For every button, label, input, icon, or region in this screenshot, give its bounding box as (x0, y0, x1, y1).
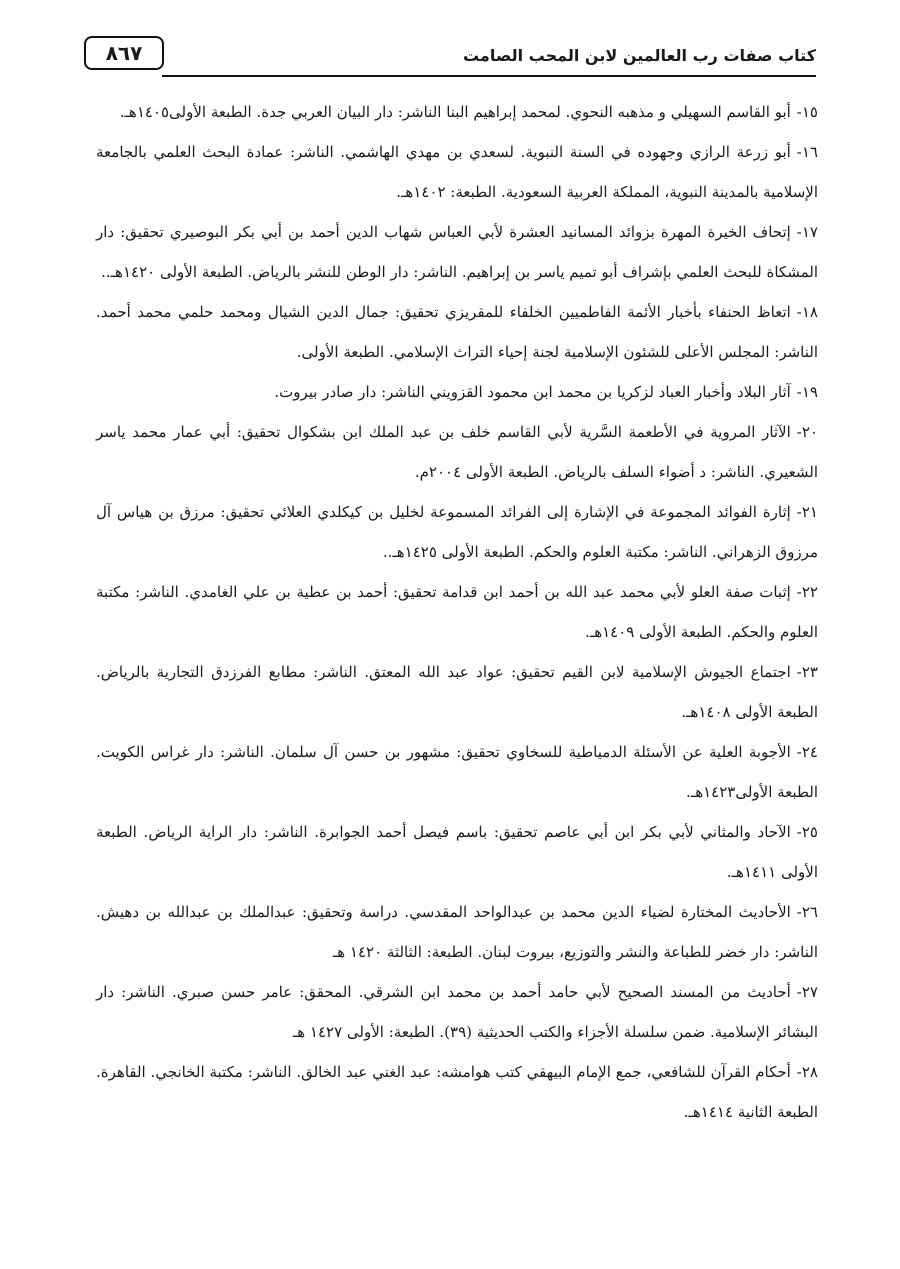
entry-text: آثار البلاد وأخبار العباد لزكريا بن محمد ابن محمود القزويني الناشر: دار صادر بيروت. (274, 383, 791, 401)
entry-text: إتحاف الخيرة المهرة بزوائد المسانيد العشرة لأبي العباس شهاب الدين أحمد بن أبي بكر البوصيري تحقيق: دار المشكاة للبحث العلمي بإشراف أبو تميم ياسر بن إبراهيم. الناشر: دار الوطن للنشر بالرياض. الطبعة الأولى ١٤٢٠هـ.. (96, 223, 818, 281)
header-rule (162, 75, 816, 77)
bibliography-entry (96, 572, 818, 652)
entry-number: ٢٢- (796, 583, 818, 601)
entry-text: أحاديث من المسند الصحيح لأبي حامد أحمد بن محمد ابن الشرقي. المحقق: عامر حسن صبري. الناشر: دار البشائر الإسلامية. ضمن سلسلة الأجزاء والكتب الحديثية (٣٩). الطبعة: الأولى ١٤٢٧ هـ (96, 983, 818, 1041)
entry-text: الأجوبة العلية عن الأسئلة الدمياطية للسخاوي تحقيق: مشهور بن حسن آل سلمان. الناشر: دار غراس الكويت. الطبعة الأولى١٤٢٣هـ. (96, 743, 818, 801)
entry-text: أحكام القرآن للشافعي، جمع الإمام البيهقي كتب هوامشه: عبد الغني عبد الخالق. الناشر: مكتبة الخانجي. القاهرة. الطبعة الثانية ١٤١٤هـ. (96, 1063, 818, 1121)
bibliography-entry (96, 412, 818, 492)
bibliography-entry (96, 812, 818, 892)
entry-number: ١٩- (796, 383, 818, 401)
bibliography-entry (96, 652, 818, 732)
entry-number: ٢١- (796, 503, 818, 521)
entry-number: ١٧- (796, 223, 818, 241)
entry-number: ١٨- (796, 303, 818, 321)
entry-number: ٢٨- (796, 1063, 818, 1081)
bibliography-entry (96, 972, 818, 1052)
bibliography-entry (96, 292, 818, 372)
entry-text: اجتماع الجيوش الإسلامية لابن القيم تحقيق: عواد عبد الله المعتق. الناشر: مطابع الفرزدق التجارية بالرياض. الطبعة الأولى ١٤٠٨هـ. (96, 663, 818, 721)
bibliography-entry (96, 732, 818, 812)
entry-text: الأحاديث المختارة لضياء الدين محمد بن عبدالواحد المقدسي. دراسة وتحقيق: عبدالملك بن عبدالله بن دهيش. الناشر: دار خضر للطباعة والنشر والتوزيع، بيروت لبنان. الطبعة: الثالثة ١٤٢٠ هـ (96, 903, 818, 961)
bibliography-entry (96, 92, 818, 132)
bibliography-entry (96, 492, 818, 572)
bibliography-list (96, 92, 818, 1132)
entry-text: الآحاد والمثاني لأبي بكر ابن أبي عاصم تحقيق: باسم فيصل أحمد الجوابرة. الناشر: دار الراية الرياض. الطبعة الأولى ١٤١١هـ. (96, 823, 818, 881)
bibliography-entry (96, 212, 818, 292)
entry-number: ٢٤- (796, 743, 818, 761)
page-header (84, 34, 816, 82)
book-title: كتاب صفات رب العالمين لابن المحب الصامت (462, 46, 816, 65)
entry-number: ١٦- (796, 143, 818, 161)
entry-text: أبو القاسم السهيلي و مذهبه النحوي. لمحمد إبراهيم البنا الناشر: دار البيان العربي جدة. الطبعة الأولى١٤٠٥هـ. (119, 103, 791, 121)
entry-text: أبو زرعة الرازي وجهوده في السنة النبوية. لسعدي بن مهدي الهاشمي. الناشر: عمادة البحث العلمي بالجامعة الإسلامية بالمدينة النبوية، المملكة العربية السعودية. الطبعة: ١٤٠٢هـ. (96, 143, 818, 201)
entry-number: ٢٦- (796, 903, 818, 921)
entry-text: اتعاظ الحنفاء بأخبار الأئمة الفاطميين الخلفاء للمقريزي تحقيق: جمال الدين الشيال ومحمد حلمي محمد أحمد. الناشر: المجلس الأعلى للشئون الإسلامية لجنة إحياء التراث الإسلامي. الطبعة الأولى. (96, 303, 818, 361)
entry-text: إثبات صفة العلو لأبي محمد عبد الله بن أحمد ابن قدامة تحقيق: أحمد بن عطية بن علي الغامدي. الناشر: مكتبة العلوم والحكم. الطبعة الأولى ١٤٠٩هـ. (96, 583, 818, 641)
bibliography-entry (96, 132, 818, 212)
entry-number: ٢٥- (796, 823, 818, 841)
entry-number: ٢٠- (796, 423, 818, 441)
bibliography-entry (96, 892, 818, 972)
entry-text: الآثار المروية في الأطعمة السَّرية لأبي القاسم خلف بن عبد الملك ابن بشكوال تحقيق: أبي عمار محمد ياسر الشعيري. الناشر: د أضواء السلف بالرياض. الطبعة الأولى ٢٠٠٤م. (96, 423, 818, 481)
entry-text: إثارة الفوائد المجموعة في الإشارة إلى الفرائد المسموعة لخليل بن كيكلدي العلائي تحقيق: مرزق بن هياس آل مرزوق الزهراني. الناشر: مكتبة العلوم والحكم. الطبعة الأولى ١٤٢٥هـ.. (96, 503, 818, 561)
bibliography-entry (96, 372, 818, 412)
page-number: ٨٦٧ (84, 36, 164, 70)
entry-number: ١٥- (796, 103, 818, 121)
entry-number: ٢٣- (796, 663, 818, 681)
entry-number: ٢٧- (796, 983, 818, 1001)
bibliography-entry (96, 1052, 818, 1132)
